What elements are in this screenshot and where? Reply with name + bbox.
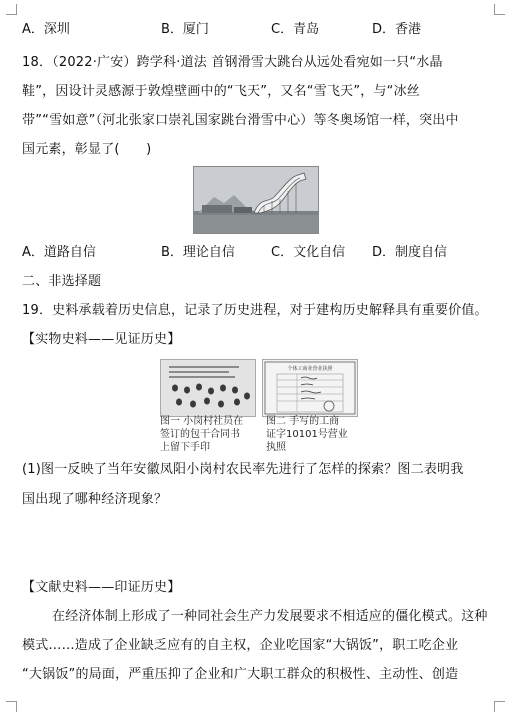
q18-stem-line: 18．（2022·广安）跨学科·道法 首钢滑雪大跳台从远处看宛如一只“水晶 bbox=[22, 55, 443, 70]
caption-line: 图一 小岗村社员在 bbox=[160, 416, 244, 427]
caption-line: 证字10101号营业 bbox=[266, 429, 348, 440]
option-b: B．理论自信 bbox=[161, 245, 235, 260]
option-c: C．文化自信 bbox=[271, 245, 346, 260]
option-a: A．深圳 bbox=[22, 22, 70, 37]
material2-paragraph-line: 在经济体制上形成了一种同社会生产力发展要求不相适应的僵化模式。这种 bbox=[52, 609, 488, 624]
option-c: C．青岛 bbox=[271, 22, 320, 37]
caption-line: 图二 手写的工商 bbox=[266, 416, 340, 427]
fig1-caption bbox=[160, 415, 243, 454]
big-air-shougang-photo bbox=[193, 166, 319, 234]
page-corner-mark bbox=[494, 4, 505, 15]
caption-line: 签订的包干合同书 bbox=[160, 429, 240, 440]
material1-title: 【实物史料——见证历史】 bbox=[22, 332, 181, 347]
fig2-caption bbox=[266, 415, 348, 454]
material2-title: 【文献史料——印证历史】 bbox=[22, 580, 181, 595]
page-corner-mark bbox=[494, 701, 505, 712]
caption-line: 执照 bbox=[266, 442, 286, 453]
option-d: D．制度自信 bbox=[372, 245, 448, 260]
contract-handprint-photo bbox=[160, 359, 256, 417]
q18-options bbox=[22, 241, 492, 259]
material2-paragraph-line: 模式……造成了企业缺乏应有的自主权，企业吃国家“大锅饭”，职工吃企业 bbox=[22, 638, 459, 653]
q18-stem-line: 带”“雪如意”（河北张家口崇礼国家跳台滑雪中心）等冬奥场馆一样，突出中 bbox=[22, 113, 459, 128]
option-a: A．道路自信 bbox=[22, 245, 96, 260]
option-b: B．厦门 bbox=[161, 22, 209, 37]
q18-stem-line: 鞋”，因设计灵感源于敦煌壁画中的“飞天”，又名“雪飞天”，与“冰丝 bbox=[22, 84, 421, 99]
q19-1-line: 国出现了哪种经济现象？ bbox=[22, 492, 168, 507]
q19-intro: 19．史料承载着历史信息，记录了历史进程，对于建构历史解释具有重要价值。 bbox=[22, 303, 488, 318]
business-license-photo bbox=[262, 359, 358, 417]
material2-paragraph-line: “大锅饭”的局面，严重压抑了企业和广大职工群众的积极性、主动性、创造 bbox=[22, 667, 459, 682]
option-d: D．香港 bbox=[372, 22, 422, 37]
page-corner-mark bbox=[6, 4, 17, 15]
q17-options bbox=[22, 18, 492, 36]
q18-stem-line: 国元素，彰显了( ) bbox=[22, 142, 152, 157]
q19-1-line: (1)图一反映了当年安徽凤阳小岗村农民率先进行了怎样的探索？图二表明我 bbox=[22, 462, 464, 477]
page-corner-mark bbox=[6, 701, 17, 712]
license-doc-title: 个体工商业营业执照 bbox=[287, 366, 333, 372]
caption-line: 上留下手印 bbox=[160, 442, 210, 453]
section-title: 二、非选择题 bbox=[22, 274, 102, 289]
